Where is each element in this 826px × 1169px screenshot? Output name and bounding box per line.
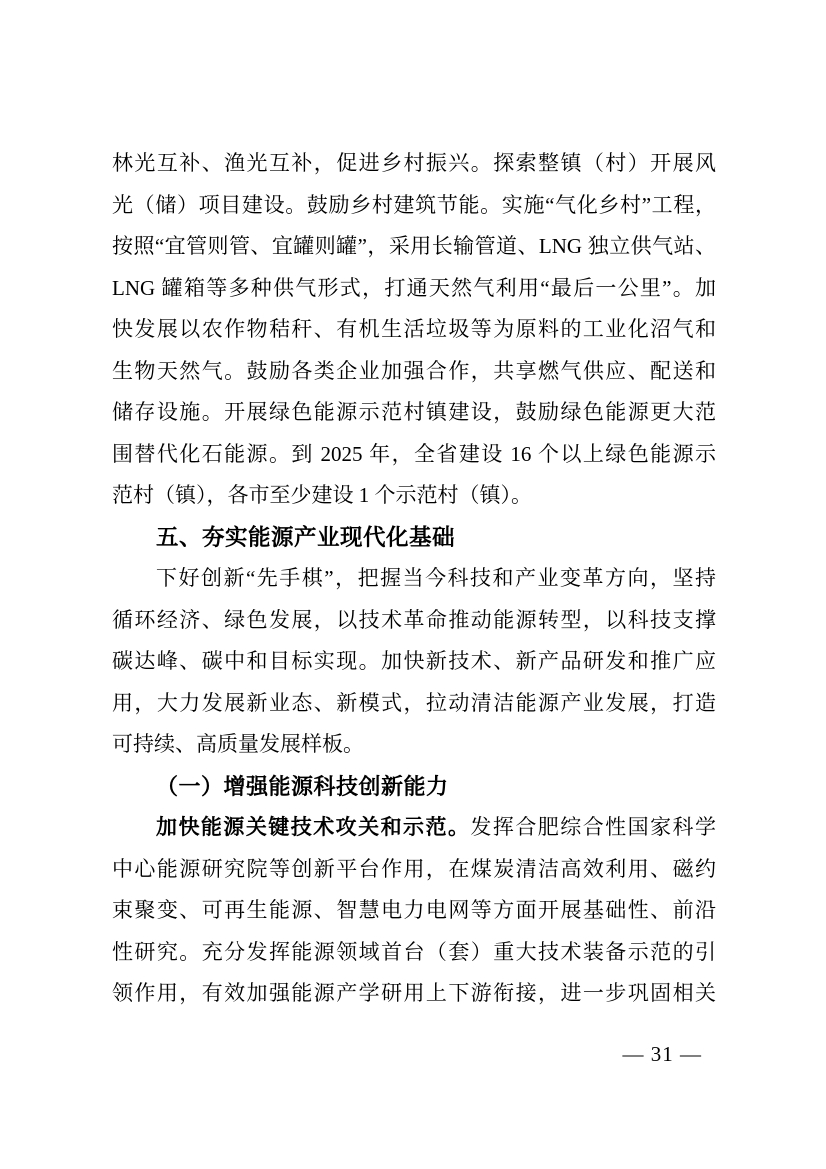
text-line: 中心能源研究院等创新平台作用，在煤炭清洁高效利用、磁约 [112,856,716,881]
text-line: 用，大力发展新业态、新模式，拉动清洁能源产业发展，打造 [112,690,716,715]
text-line: 性研究。充分发挥能源领域首台（套）重大技术装备示范的引 [112,939,716,964]
text-line: 快发展以农作物秸秆、有机生活垃圾等为原料的工业化沼气和 [112,317,716,341]
text-line: 领作用，有效加强能源产学研用上下游衔接，进一步巩固相关 [112,981,716,1005]
document-body [112,143,716,1015]
paragraph-rural-energy [112,143,716,517]
text-line: 范村（镇），各市至少建设 1 个示范村（镇）。 [112,483,532,507]
text-line: 下好创新“先手棋”，把握当今科技和产业变革方向，坚持 [156,566,716,590]
text-line: 林光互补、渔光互补，促进乡村振兴。探索整镇（村）开展风 [112,151,716,175]
text-line: 按照“宜管则管、宜罐则罐”，采用长输管道、LNG 独立供气站、 [112,234,716,258]
page-number: — 31 — [622,1042,702,1066]
paragraph-key-technology [112,807,716,1015]
text-line: LNG 罐箱等多种供气形式，打通天然气利用“最后一公里”。加 [112,275,716,300]
subsection-heading: （一）增强能源科技创新能力 [156,773,449,799]
text-line: 生物天然气。鼓励各类企业加强合作，共享燃气供应、配送和 [112,358,716,383]
text-line: 束聚变、可再生能源、智慧电力电网等方面开展基础性、前沿 [112,898,716,922]
text-line: 碳达峰、碳中和目标实现。加快新技术、新产品研发和推广应 [112,649,716,673]
text-line: 可持续、高质量发展样板。 [112,732,364,756]
section-heading: 五、夯实能源产业现代化基础 [156,524,456,550]
paragraph-innovation-intro [112,558,716,766]
text-line [112,807,716,849]
text-line: 储存设施。开展绿色能源示范村镇建设，鼓励绿色能源更大范 [112,400,716,424]
text-segment: 发挥合肥综合性国家科学 [470,815,716,839]
bold-lead-sentence: 加快能源关键技术攻关和示范。 [156,815,471,839]
text-line: 围替代化石能源。到 2025 年，全省建设 16 个以上绿色能源示 [112,441,716,466]
text-line: 循环经济、绿色发展，以技术革命推动能源转型，以科技支撑 [112,607,716,632]
text-line: 光（储）项目建设。鼓励乡村建筑节能。实施“气化乡村”工程， [112,192,716,217]
